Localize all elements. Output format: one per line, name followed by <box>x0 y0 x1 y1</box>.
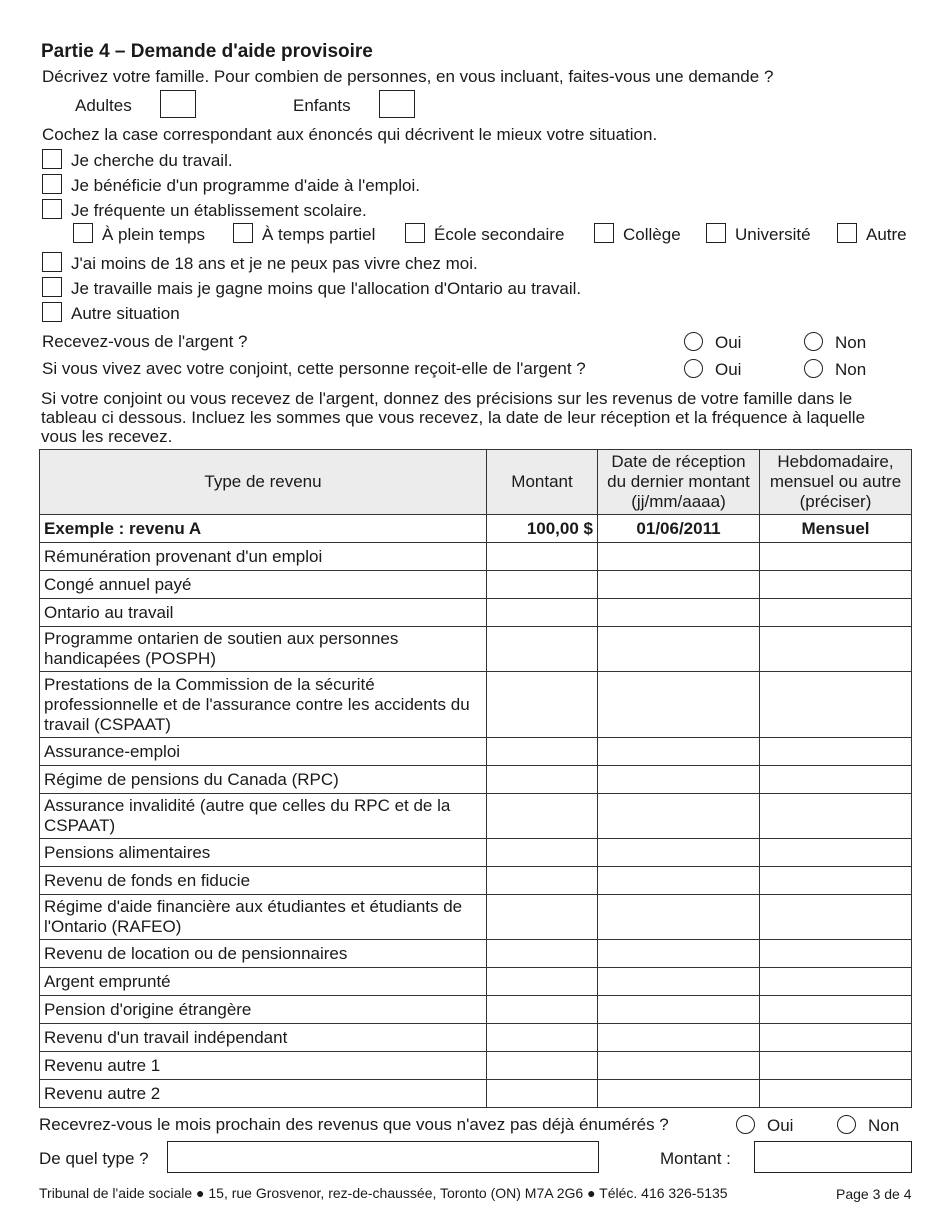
income-type: Revenu autre 2 <box>40 1080 487 1108</box>
income-type: Revenu de fonds en fiducie <box>40 867 487 895</box>
frequency-cell[interactable] <box>760 867 912 895</box>
receive-money-no[interactable] <box>804 332 866 353</box>
situation-instruction: Cochez la case correspondant aux énoncés qui décrivent le mieux votre situation. <box>42 125 658 144</box>
table-row <box>40 672 912 738</box>
checkbox[interactable] <box>706 223 726 243</box>
amount-cell[interactable] <box>487 996 598 1024</box>
amount-cell[interactable] <box>487 1080 598 1108</box>
example-type: Exemple : revenu A <box>40 515 487 543</box>
income-type: Congé annuel payé <box>40 571 487 599</box>
radio-button[interactable] <box>804 359 823 378</box>
checkbox[interactable] <box>594 223 614 243</box>
amount-cell[interactable] <box>487 940 598 968</box>
income-table <box>39 449 912 1108</box>
checkbox[interactable] <box>837 223 857 243</box>
situation-label: Je cherche du travail. <box>71 151 233 170</box>
income-type: Revenu autre 1 <box>40 1052 487 1080</box>
date-cell[interactable] <box>598 940 760 968</box>
income-type: Revenu de location ou de pensionnaires <box>40 940 487 968</box>
amount-cell[interactable] <box>487 968 598 996</box>
children-count-field[interactable] <box>379 90 415 118</box>
table-row <box>40 599 912 627</box>
income-intro: Si votre conjoint ou vous recevez de l'argent, donnez des précisions sur les revenus de votre famille dans le tableau ci dessous. Incluez les sommes que vous recevez, la date de leur réception et la fréquence à laquelle vous les recevez. <box>41 389 866 446</box>
radio-button[interactable] <box>736 1115 755 1134</box>
table-row <box>40 996 912 1024</box>
date-cell[interactable] <box>598 672 760 738</box>
checkbox[interactable] <box>73 223 93 243</box>
school-option-part-time[interactable] <box>233 223 375 245</box>
radio-button[interactable] <box>684 359 703 378</box>
school-option-label: Université <box>735 225 811 244</box>
income-type: Pensions alimentaires <box>40 839 487 867</box>
table-row <box>40 571 912 599</box>
situation-item-under-18[interactable] <box>42 252 478 274</box>
amount-cell[interactable] <box>487 1052 598 1080</box>
radio-label: Oui <box>767 1116 794 1135</box>
date-cell[interactable] <box>598 1080 760 1108</box>
income-type: Prestations de la Commission de la sécurité professionnelle et de l'assurance contre les accidents du travail (CSPAAT) <box>40 672 487 738</box>
situation-item-employment-program[interactable] <box>42 174 420 196</box>
receive-money-yes[interactable] <box>684 332 741 353</box>
frequency-cell[interactable] <box>760 571 912 599</box>
checkbox[interactable] <box>42 149 62 169</box>
frequency-cell[interactable] <box>760 627 912 672</box>
amount-cell[interactable] <box>487 1024 598 1052</box>
date-cell[interactable] <box>598 968 760 996</box>
footer-address: Tribunal de l'aide sociale ● 15, rue Grosvenor, rez-de-chaussée, Toronto (ON) M7A 2G6 ● Téléc. 416 326-5135 <box>39 1185 728 1201</box>
date-cell[interactable] <box>598 867 760 895</box>
table-row <box>40 867 912 895</box>
table-row <box>40 766 912 794</box>
date-cell[interactable] <box>598 839 760 867</box>
table-row <box>40 940 912 968</box>
school-option-label: Autre <box>866 225 907 244</box>
amount-cell[interactable] <box>487 599 598 627</box>
children-label: Enfants <box>293 96 351 115</box>
date-cell[interactable] <box>598 627 760 672</box>
date-cell[interactable] <box>598 996 760 1024</box>
frequency-cell[interactable] <box>760 766 912 794</box>
table-row <box>40 839 912 867</box>
date-cell[interactable] <box>598 599 760 627</box>
page-number: Page 3 de 4 <box>836 1186 912 1202</box>
frequency-cell[interactable] <box>760 968 912 996</box>
frequency-cell[interactable] <box>760 794 912 839</box>
radio-button[interactable] <box>684 332 703 351</box>
adults-label: Adultes <box>75 96 132 115</box>
radio-label: Non <box>835 333 867 352</box>
date-cell[interactable] <box>598 895 760 940</box>
amount-cell[interactable] <box>487 867 598 895</box>
next-month-question: Recevrez-vous le mois prochain des revenus que vous n'avez pas déjà énumérés ? <box>39 1115 669 1134</box>
frequency-cell[interactable] <box>760 599 912 627</box>
radio-label: Oui <box>715 360 742 379</box>
table-row <box>40 895 912 940</box>
table-row <box>40 627 912 672</box>
amount-cell[interactable] <box>487 794 598 839</box>
situation-item-looking-for-work[interactable] <box>42 149 233 171</box>
checkbox[interactable] <box>42 199 62 219</box>
checkbox[interactable] <box>233 223 253 243</box>
table-row <box>40 1080 912 1108</box>
income-type: Argent emprunté <box>40 968 487 996</box>
school-option-label: Collège <box>623 225 681 244</box>
header-income-type: Type de revenu <box>40 450 487 515</box>
amount-cell[interactable] <box>487 627 598 672</box>
date-cell[interactable] <box>598 1024 760 1052</box>
date-cell[interactable] <box>598 543 760 571</box>
date-cell[interactable] <box>598 738 760 766</box>
situation-item-working-low-income[interactable] <box>42 277 581 299</box>
amount-cell[interactable] <box>487 738 598 766</box>
type-input[interactable] <box>167 1141 599 1173</box>
school-option-label: À plein temps <box>102 225 205 244</box>
income-type: Pension d'origine étrangère <box>40 996 487 1024</box>
next-month-no[interactable] <box>837 1115 899 1136</box>
frequency-cell[interactable] <box>760 543 912 571</box>
frequency-cell[interactable] <box>760 1052 912 1080</box>
receive-money-question: Recevez-vous de l'argent ? <box>42 332 248 351</box>
income-type: Programme ontarien de soutien aux personnes handicapées (POSPH) <box>40 627 487 672</box>
radio-label: Non <box>868 1116 900 1135</box>
checkbox[interactable] <box>42 252 62 272</box>
page-title: Partie 4 – Demande d'aide provisoire <box>41 41 373 62</box>
family-question: Décrivez votre famille. Pour combien de personnes, en vous incluant, faites-vous une demande ? <box>42 67 774 86</box>
amount-cell[interactable] <box>487 766 598 794</box>
amount-input[interactable] <box>754 1141 912 1173</box>
situation-item-other[interactable] <box>42 302 180 324</box>
situation-item-school[interactable] <box>42 199 367 221</box>
radio-button[interactable] <box>837 1115 856 1134</box>
income-type: Revenu d'un travail indépendant <box>40 1024 487 1052</box>
example-date: 01/06/2011 <box>598 515 760 543</box>
adults-count-field[interactable] <box>160 90 196 118</box>
radio-label: Non <box>835 360 867 379</box>
table-row <box>40 543 912 571</box>
table-row <box>40 968 912 996</box>
header-last-date: Date de réception du dernier montant (jj/mm/aaaa) <box>598 450 760 515</box>
income-type: Assurance-emploi <box>40 738 487 766</box>
school-option-full-time[interactable] <box>73 223 205 245</box>
next-month-yes[interactable] <box>736 1115 793 1136</box>
school-option-other[interactable] <box>837 223 907 245</box>
school-option-college[interactable] <box>594 223 681 245</box>
example-frequency: Mensuel <box>760 515 912 543</box>
header-amount: Montant <box>487 450 598 515</box>
date-cell[interactable] <box>598 1052 760 1080</box>
table-row <box>40 1024 912 1052</box>
school-option-label: École secondaire <box>434 225 565 244</box>
income-type: Ontario au travail <box>40 599 487 627</box>
date-cell[interactable] <box>598 766 760 794</box>
table-row <box>40 1052 912 1080</box>
frequency-cell[interactable] <box>760 996 912 1024</box>
situation-label: Je travaille mais je gagne moins que l'allocation d'Ontario au travail. <box>71 279 582 298</box>
frequency-cell[interactable] <box>760 672 912 738</box>
frequency-cell[interactable] <box>760 738 912 766</box>
date-cell[interactable] <box>598 571 760 599</box>
amount-cell[interactable] <box>487 895 598 940</box>
frequency-cell[interactable] <box>760 940 912 968</box>
school-option-label: À temps partiel <box>262 225 376 244</box>
checkbox[interactable] <box>405 223 425 243</box>
amount-cell[interactable] <box>487 839 598 867</box>
frequency-cell[interactable] <box>760 895 912 940</box>
amount-label: Montant : <box>660 1149 731 1168</box>
frequency-cell[interactable] <box>760 839 912 867</box>
table-row-example <box>40 515 912 543</box>
income-type: Assurance invalidité (autre que celles du RPC et de la CSPAAT) <box>40 794 487 839</box>
table-header-row <box>40 450 912 515</box>
spouse-money-yes[interactable] <box>684 359 741 380</box>
header-frequency: Hebdomadaire, mensuel ou autre (préciser) <box>760 450 912 515</box>
amount-cell[interactable] <box>487 672 598 738</box>
school-option-university[interactable] <box>706 223 811 245</box>
table-row <box>40 738 912 766</box>
income-type: Régime d'aide financière aux étudiantes et étudiants de l'Ontario (RAFEO) <box>40 895 487 940</box>
situation-label: Autre situation <box>71 304 180 323</box>
amount-cell[interactable] <box>487 543 598 571</box>
date-cell[interactable] <box>598 794 760 839</box>
type-label: De quel type ? <box>39 1149 149 1168</box>
frequency-cell[interactable] <box>760 1080 912 1108</box>
situation-label: J'ai moins de 18 ans et je ne peux pas vivre chez moi. <box>71 254 478 273</box>
checkbox[interactable] <box>42 302 62 322</box>
example-amount: 100,00 $ <box>487 515 598 543</box>
amount-cell[interactable] <box>487 571 598 599</box>
frequency-cell[interactable] <box>760 1024 912 1052</box>
checkbox[interactable] <box>42 277 62 297</box>
income-type: Régime de pensions du Canada (RPC) <box>40 766 487 794</box>
radio-button[interactable] <box>804 332 823 351</box>
spouse-money-question: Si vous vivez avec votre conjoint, cette personne reçoit-elle de l'argent ? <box>42 359 586 378</box>
table-row <box>40 794 912 839</box>
radio-label: Oui <box>715 333 742 352</box>
income-type: Rémunération provenant d'un emploi <box>40 543 487 571</box>
situation-label: Je fréquente un établissement scolaire. <box>71 201 367 220</box>
checkbox[interactable] <box>42 174 62 194</box>
school-option-secondary[interactable] <box>405 223 564 245</box>
spouse-money-no[interactable] <box>804 359 866 380</box>
situation-label: Je bénéficie d'un programme d'aide à l'emploi. <box>71 176 420 195</box>
